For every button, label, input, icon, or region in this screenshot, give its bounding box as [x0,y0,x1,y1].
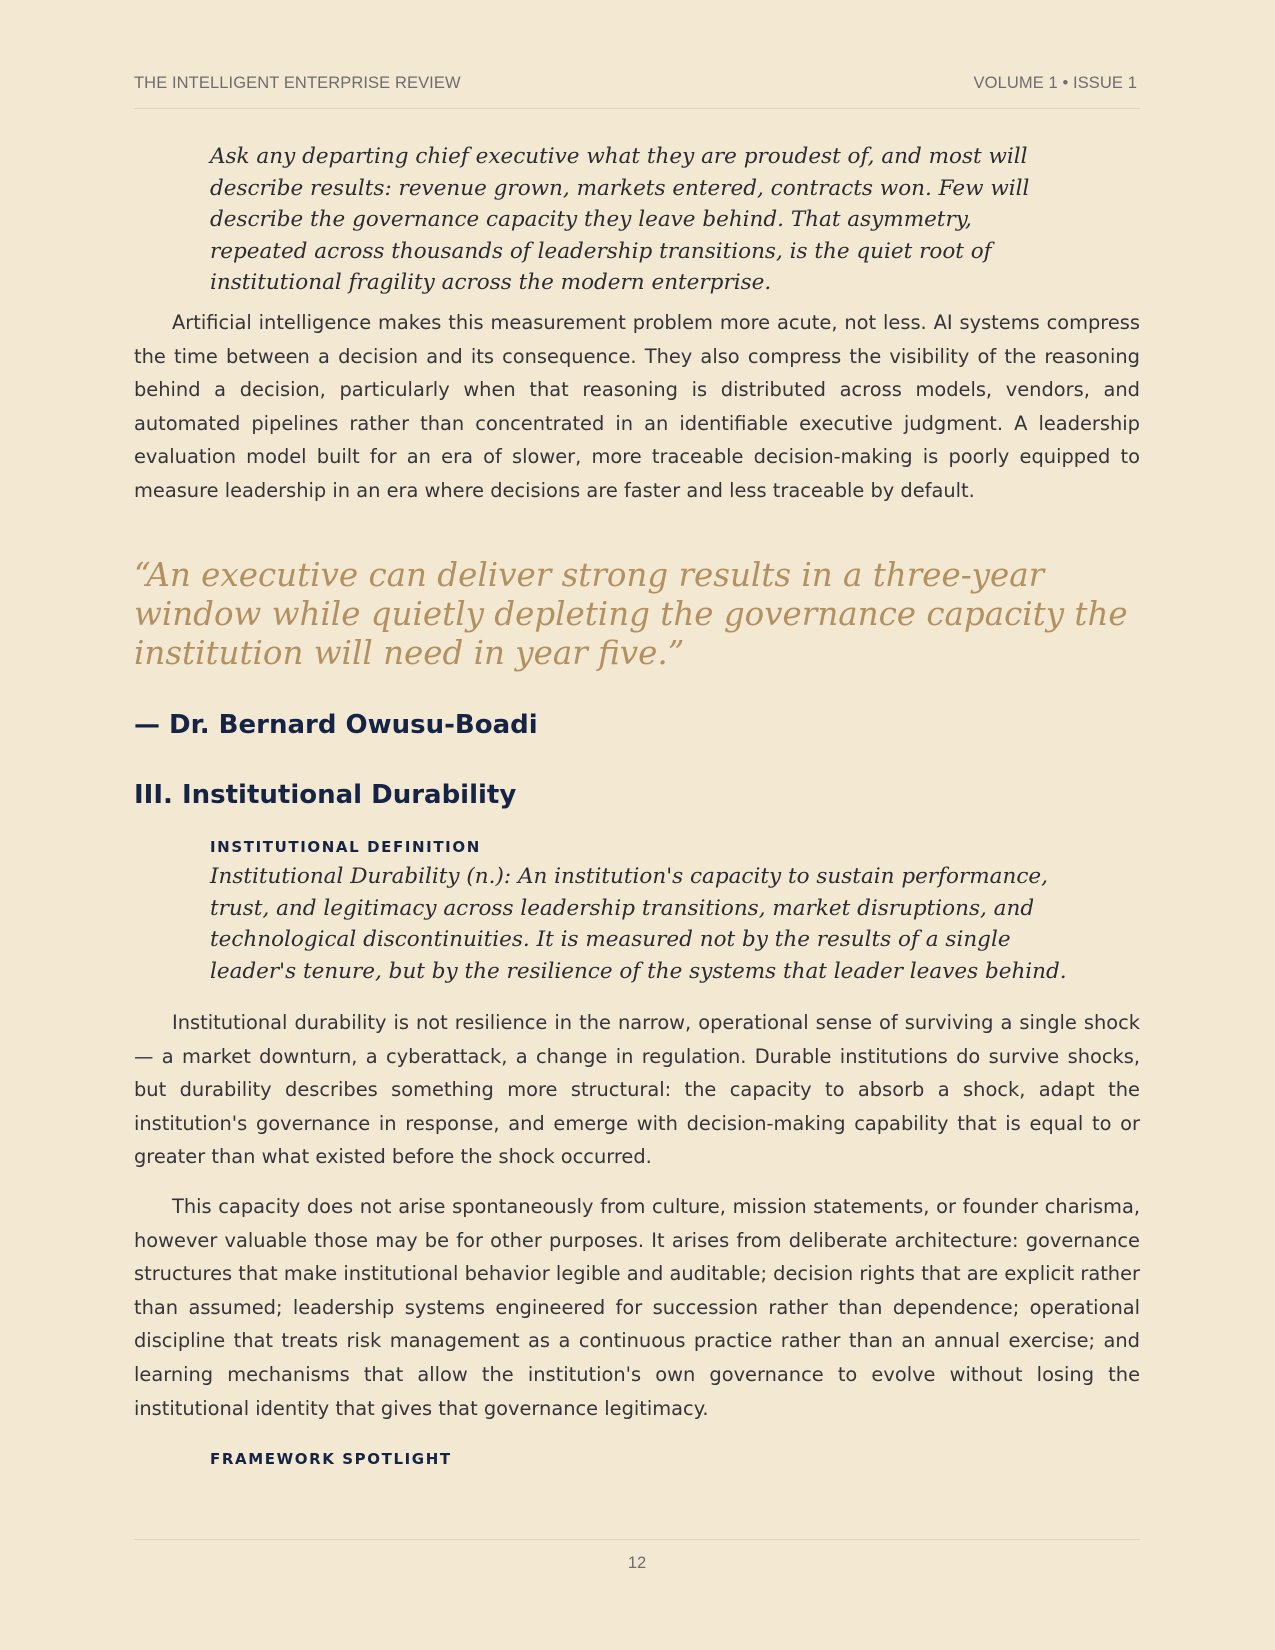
pull-quote-attribution: — Dr. Bernard Owusu-Boadi [134,710,538,740]
footer-divider [134,1539,1140,1540]
pull-quote: “An executive can deliver strong results in a three-year window while quietly depleting the governance capacity the institution will need in year five.” [134,556,1128,672]
intro-quote: Ask any departing chief executive what they are proudest of, and most will describe results: revenue grown, markets entered, contracts won. Few will describe the governance capacity they leave behind. That asymmetry, repeated across thousands of leadership transitions, is the quiet root of institutional fragility across the modern enterprise. [210,144,1030,295]
definition-text: Institutional Durability (n.): An institution's capacity to sustain performance, trust, and legitimacy across leadership transitions, market disruptions, and technological discontinuities. It is measured not by the results of a single leader's tenure, but by the resilience of the systems that leader leaves behind. [210,864,1067,984]
body-paragraph-1: Artificial intelligence makes this measurement problem more acute, not less. AI systems compress the time between a decision and its consequence. They also compress the visibility of the reasoning behind a decision, particularly when that reasoning is distributed across models, vendors, and automated pipelines rather than concentrated in an identifiable executive judgment. A leadership evaluation model built for an era of slower, more traceable decision-making is poorly equipped to measure leadership in an era where decisions are faster and less traceable by default. [134,311,1140,502]
definition-label: INSTITUTIONAL DEFINITION [210,838,481,856]
page-number: 12 [627,1554,647,1572]
body-paragraph-2: Institutional durability is not resilience in the narrow, operational sense of surviving a single shock — a market downturn, a cyberattack, a change in regulation. Durable institutions do survive shocks, but durability describes something more structural: the capacity to absorb a shock, adapt the institution's governance in response, and emerge with decision-making capability that is equal to or greater than what existed before the shock occurred. [134,1011,1140,1169]
running-header [134,72,1140,109]
body-paragraph-3: This capacity does not arise spontaneously from culture, mission statements, or founder charisma, however valuable those may be for other purposes. It arises from deliberate architecture: governance structures that make institutional behavior legible and auditable; decision rights that are explicit rather than assumed; leadership systems engineered for succession rather than dependence; operational discipline that treats risk management as a continuous practice rather than an annual exercise; and learning mechanisms that allow the institution's own governance to evolve without losing the institutional identity that gives that governance legitimacy. [134,1195,1140,1420]
framework-spotlight-label: FRAMEWORK SPOTLIGHT [210,1450,452,1468]
issue-label: VOLUME 1 • ISSUE 1 [973,74,1137,92]
publication-name: THE INTELLIGENT ENTERPRISE REVIEW [134,74,461,92]
section-heading: III. Institutional Durability [134,780,517,810]
document-page [134,0,1140,1650]
